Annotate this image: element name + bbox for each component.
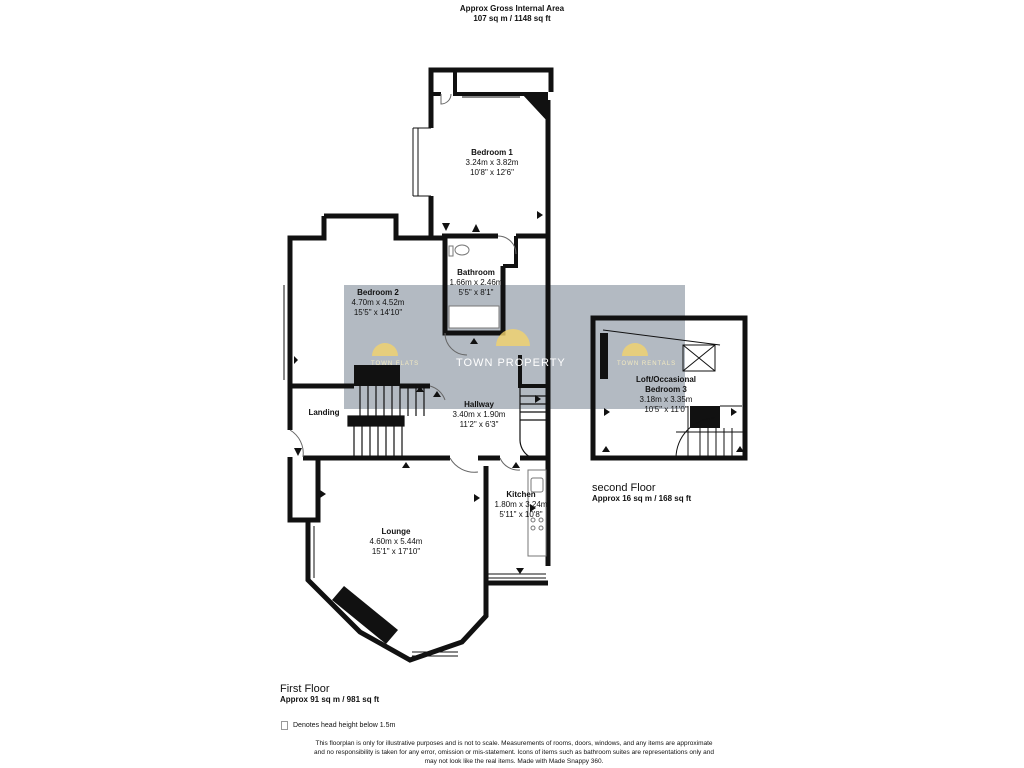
floor-area: Approx 16 sq m / 168 sq ft [592, 494, 692, 503]
first-floor-caption [280, 683, 379, 704]
room-name: Bedroom 2 [357, 288, 399, 297]
room-label-bathroom [444, 268, 508, 298]
room-name: Landing [308, 408, 340, 417]
room-name: Bathroom [457, 268, 495, 277]
room-imperial: 10'8" x 12'6" [470, 168, 514, 177]
stair-block [354, 365, 400, 386]
disclaimer-line-3: may not look like the real items. Made with Made Snappy 360. [424, 758, 604, 765]
disclaimer [294, 739, 734, 766]
room-name-line1: Loft/Occasional [635, 375, 696, 384]
legend [281, 721, 395, 730]
room-metric: 3.18m x 3.35m [639, 395, 693, 404]
room-imperial: 5'11" x 10'8" [499, 510, 543, 519]
room-metric: 3.40m x 1.90m [452, 410, 506, 419]
room-label-kitchen [489, 490, 553, 520]
room-name: Bedroom 1 [471, 148, 513, 157]
second-floor-caption [592, 482, 691, 503]
floor-title: First Floor [280, 683, 330, 695]
room-name: Hallway [464, 400, 494, 409]
watermark-center-text: TOWN PROPERTY [456, 357, 566, 369]
wardrobe-wedge [522, 94, 548, 122]
room-label-lounge [356, 527, 436, 557]
room-label-bedroom-2 [333, 288, 423, 318]
room-imperial: 5'5" x 8'1" [458, 288, 494, 297]
room-metric: 4.70m x 4.52m [351, 298, 405, 307]
watermark-left-text: TOWN FLATS [371, 361, 420, 367]
watermark-right-text: TOWN RENTALS [617, 361, 677, 367]
room-label-loft [626, 375, 706, 415]
room-name-line2: Bedroom 3 [645, 385, 687, 394]
room-imperial: 15'5" x 14'10" [353, 308, 403, 317]
room-label-landing [300, 408, 348, 418]
floor-area: Approx 91 sq m / 981 sq ft [280, 695, 380, 704]
room-metric: 1.80m x 3.24m [494, 500, 548, 509]
legend-swatch [281, 721, 288, 730]
room-metric: 1.66m x 2.46m [449, 278, 503, 287]
room-imperial: 11'2" x 6'3" [459, 420, 499, 429]
floor-title: second Floor [592, 482, 656, 494]
disclaimer-line-2: and no responsibility is taken for any error, omission or mis-statement. Icons of items such as bathroom suites are representations only and [314, 749, 714, 756]
room-label-bedroom-1 [442, 148, 542, 178]
room-imperial: 10'5" x 11'0" [644, 405, 688, 414]
area-heading: Approx Gross Internal Area [459, 4, 565, 13]
room-label-hallway [438, 400, 520, 430]
room-imperial: 15'1" x 17'10" [371, 547, 421, 556]
disclaimer-line-1: This floorplan is only for illustrative purposes and is not to scale. Measurements of rooms, doors, windows, and any items are approximate [315, 740, 713, 747]
room-metric: 3.24m x 3.82m [465, 158, 519, 167]
loft-chimney [600, 333, 608, 379]
room-name: Kitchen [506, 490, 536, 499]
room-name: Lounge [381, 527, 411, 536]
legend-text: Denotes head height below 1.5m [293, 722, 396, 729]
room-metric: 4.60m x 5.44m [369, 537, 423, 546]
area-total: 107 sq m / 1148 sq ft [473, 14, 551, 23]
